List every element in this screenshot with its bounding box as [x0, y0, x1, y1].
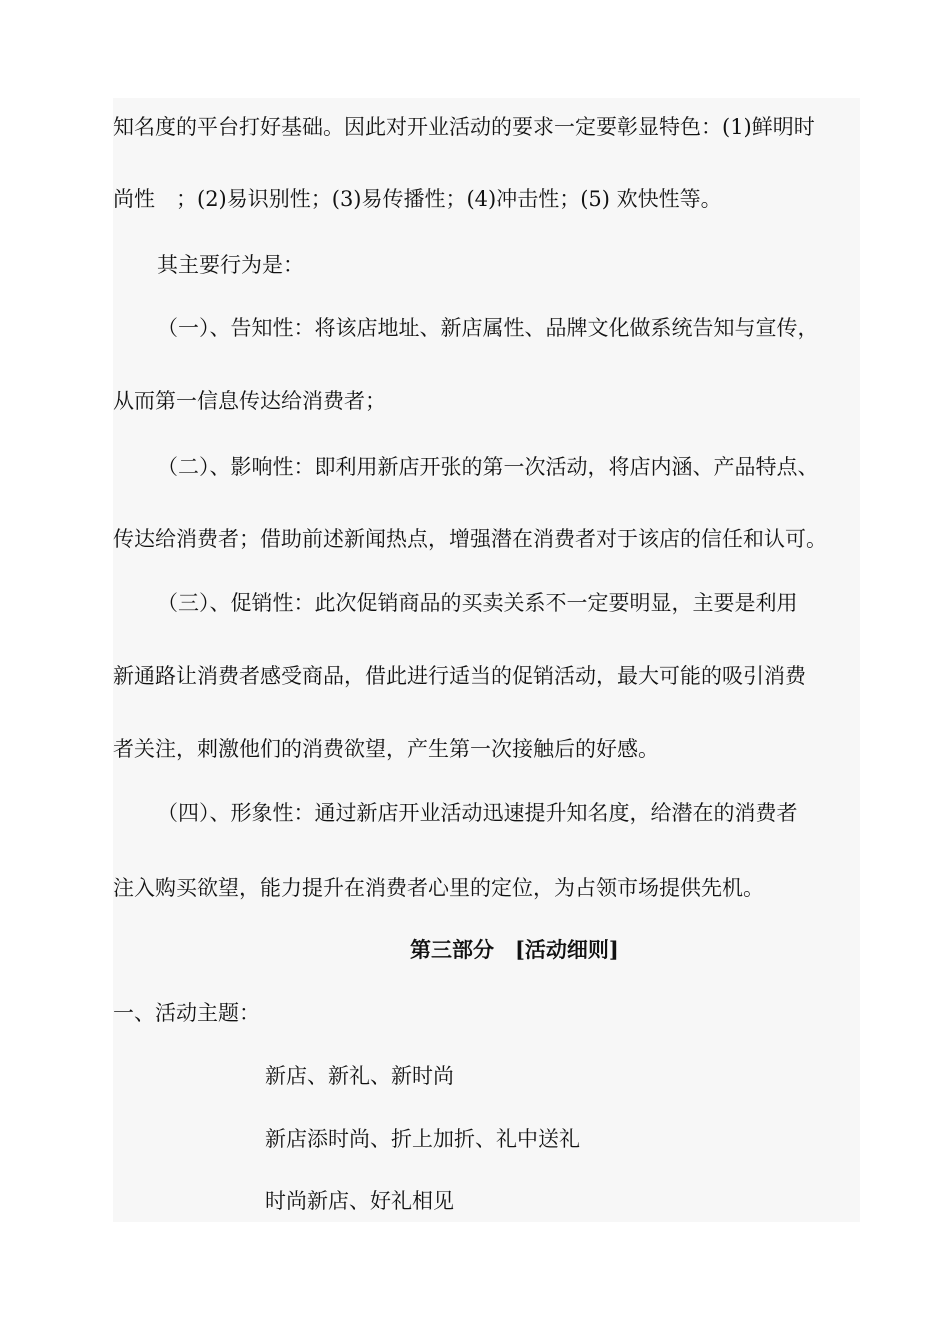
theme-line: 新店、新礼、新时尚 [265, 1064, 454, 1088]
item-4-line: 注入购买欲望，能力提升在消费者心里的定位，为占领市场提供先机。 [113, 876, 764, 900]
subsection-title: 一、活动主题： [113, 1001, 260, 1025]
item-3-line: 者关注，刺激他们的消费欲望，产生第一次接触后的好感。 [113, 737, 659, 761]
body-line: 尚性 ；(2)易识别性；(3)易传播性；(4)冲击性；(5) 欢快性等。 [113, 187, 722, 211]
body-line: 知名度的平台打好基础。因此对开业活动的要求一定要彰显特色：(1)鲜明时 [113, 115, 815, 139]
section-heading: 第三部分 [活动细则] [410, 937, 619, 962]
body-line: 其主要行为是： [157, 253, 304, 277]
item-3-line: 新通路让消费者感受商品，借此进行适当的促销活动，最大可能的吸引消费 [113, 664, 806, 688]
item-3-line: （三）、促销性：此次促销商品的买卖关系不一定要明显，主要是利用 [157, 591, 798, 615]
item-1-line: （一）、告知性：将该店地址、新店属性、品牌文化做系统告知与宣传， [157, 316, 819, 340]
theme-line: 时尚新店、好礼相见 [265, 1189, 454, 1213]
item-2-line: （二）、影响性：即利用新店开张的第一次活动，将店内涵、产品特点、 [157, 455, 819, 479]
item-4-line: （四）、形象性：通过新店开业活动迅速提升知名度，给潜在的消费者 [157, 801, 798, 825]
item-2-line: 传达给消费者；借助前述新闻热点，增强潜在消费者对于该店的信任和认可。 [113, 527, 827, 551]
item-1-line: 从而第一信息传达给消费者； [113, 389, 386, 413]
theme-line: 新店添时尚、折上加折、礼中送礼 [265, 1127, 580, 1151]
